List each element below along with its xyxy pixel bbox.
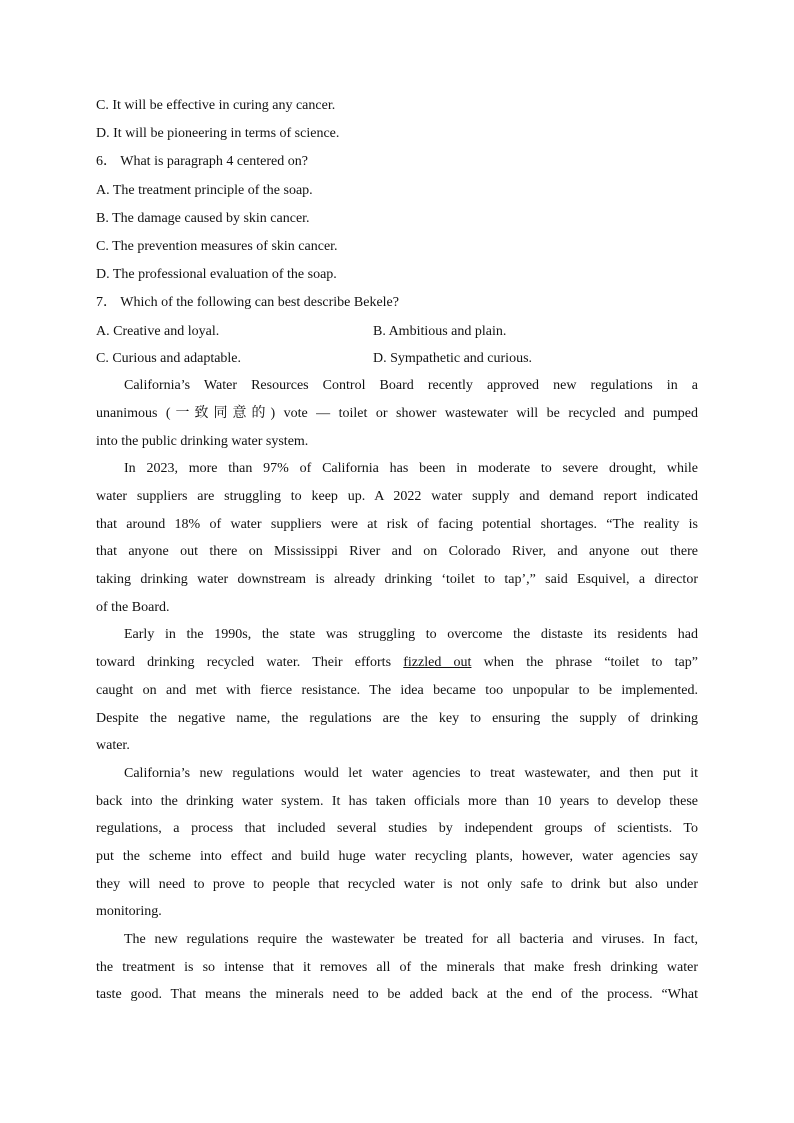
q7-stem: 7． Which of the following can best describe Bekele? <box>96 295 399 311</box>
paragraph-line: The new regulations require the wastewater be treated for all bacteria and viruses. In fact, <box>124 932 698 948</box>
q6-option-d: D. The professional evaluation of the soap. <box>96 267 337 283</box>
paragraph-line: California’s Water Resources Control Board recently approved new regulations in a <box>124 378 698 394</box>
paragraph-line: that anyone out there on Mississippi River and on Colorado River, and anyone out there <box>96 544 698 560</box>
q6-option-c: C. The prevention measures of skin cancer. <box>96 238 338 254</box>
paragraph-line: of the Board. <box>96 599 170 615</box>
q5-option-c: C. It will be effective in curing any cancer. <box>96 98 336 113</box>
paragraph-line: California’s new regulations would let water agencies to treat wastewater, and then put it <box>124 765 698 781</box>
paragraph-line: they will need to prove to people that recycled water is not only safe to drink but also under <box>96 876 698 892</box>
passage-paragraph-4 <box>96 760 698 926</box>
q7-options-row-2 <box>96 345 698 372</box>
q7-options-row-1 <box>96 318 698 345</box>
q7-option-b: B. Ambitious and plain. <box>373 323 507 339</box>
paragraph-line: water suppliers are struggling to keep up. A 2022 water supply and demand report indicated <box>96 489 698 505</box>
passage-paragraph-1 <box>96 372 698 455</box>
paragraph-line: caught on and met with fierce resistance. The idea became too unpopular to be implemented. <box>96 682 698 698</box>
paragraph-line: monitoring. <box>96 904 162 920</box>
q7-option-a: A. Creative and loyal. <box>96 323 220 339</box>
q6-option-b: B. The damage caused by skin cancer. <box>96 210 310 226</box>
paragraph-line: taking drinking water downstream is already drinking ‘toilet to tap’,” said Esquivel, a director <box>96 572 698 588</box>
passage-paragraph-2 <box>96 455 698 621</box>
paragraph-line: taste good. That means the minerals need to be added back at the end of the process. “What <box>96 987 698 1003</box>
passage-paragraph-5 <box>96 926 698 1009</box>
paragraph-line: that around 18% of water suppliers were at risk of facing potential shortages. “The reality is <box>96 516 698 532</box>
paragraph-line: Despite the negative name, the regulations are the key to ensuring the supply of drinking <box>96 710 698 726</box>
q6-stem: 6． What is paragraph 4 centered on? <box>96 154 308 170</box>
document-page <box>96 92 698 1009</box>
paragraph-line: regulations, a process that included several studies by independent groups of scientists. To <box>96 821 698 837</box>
q6-option-a: A. The treatment principle of the soap. <box>96 182 313 198</box>
q7-option-d: D. Sympathetic and curious. <box>373 350 533 366</box>
line-text: toward drinking recycled water. Their efforts <box>96 655 404 671</box>
q7-option-c: C. Curious and adaptable. <box>96 350 242 366</box>
q5-option-d: D. It will be pioneering in terms of science. <box>96 126 340 142</box>
passage-paragraph-3 <box>96 621 698 759</box>
paragraph-line: In 2023, more than 97% of California has been in moderate to severe drought, while <box>124 461 698 477</box>
paragraph-line: into the public drinking water system. <box>96 433 309 449</box>
paragraph-line: put the scheme into effect and build huge water recycling plants, however, water agencies say <box>96 848 698 864</box>
paragraph-line-with-underline <box>96 649 698 677</box>
underlined-phrase: fizzled out <box>403 655 472 671</box>
line-text: when the phrase “toilet to tap” <box>471 655 698 671</box>
paragraph-line: Early in the 1990s, the state was struggling to overcome the distaste its residents had <box>124 627 698 643</box>
paragraph-line: the treatment is so intense that it removes all of the minerals that make fresh drinking water <box>96 959 698 975</box>
paragraph-line: unanimous (一致同意的) vote — toilet or shower wastewater will be recycled and pumped <box>96 405 698 421</box>
paragraph-line: back into the drinking water system. It has taken officials more than 10 years to develop these <box>96 793 698 809</box>
paragraph-line: water. <box>96 738 130 754</box>
